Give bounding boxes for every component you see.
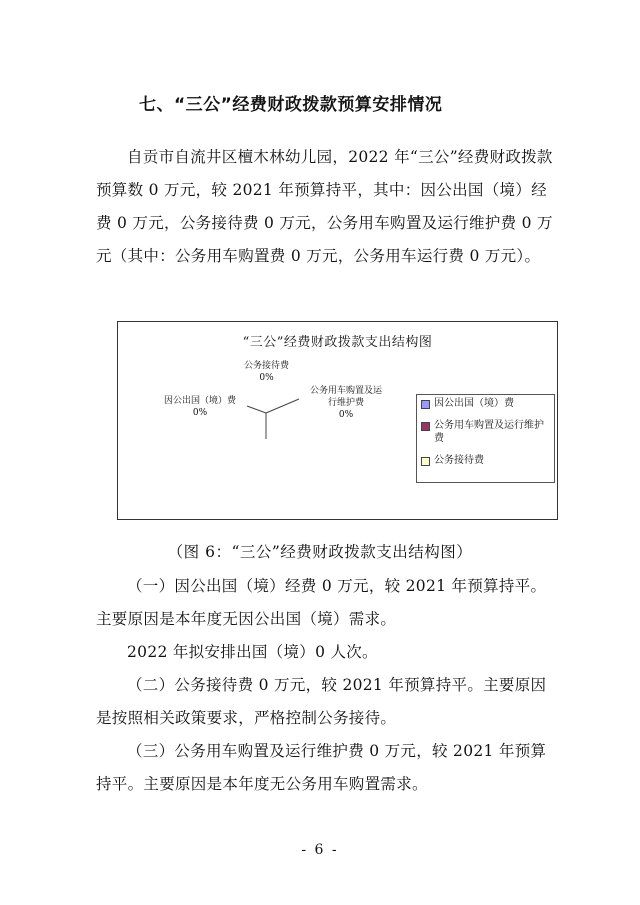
legend-label-abroad: 因公出国（境）费	[434, 398, 514, 409]
legend-item-reception	[421, 454, 550, 467]
legend-swatch-reception	[421, 457, 430, 466]
pie-label-vehicle-line2: 行维护费	[328, 398, 365, 408]
pie-label-abroad-name: 因公出国（境）费	[164, 396, 237, 406]
legend-label-vehicle-line1: 公务用车购置及运行维护	[434, 420, 544, 431]
pie-label-reception-percent: 0%	[259, 373, 274, 383]
pie-label-reception	[244, 360, 289, 384]
chart-legend	[416, 394, 555, 483]
leader-line-abroad	[247, 406, 266, 413]
legend-label-reception: 公务接待费	[434, 455, 484, 466]
pie-label-vehicle	[310, 385, 382, 421]
section-abroad-trips: 2022 年拟安排出国（境）0 人次。	[127, 643, 378, 661]
leader-line-vehicle	[266, 399, 299, 413]
legend-swatch-abroad	[421, 400, 430, 409]
pie-label-reception-name: 公务接待费	[244, 361, 290, 371]
figure-caption: （图 6：“三公”经费财政拨款支出结构图）	[167, 543, 473, 561]
page-number: - 6 -	[301, 842, 339, 858]
intro-paragraph: 自贡市自流井区檀木林幼儿园，2022 年“三公”经费财政拨款预算数 0 万元，较 2021 年预算持平，其中：因公出国（境）经费 0 万元，公务接待费 0 万元，公务用车购置及运行维护费 0 万元（其中：公务用车购置费 0 万元，公务用车运行费 0 万元）。	[96, 148, 553, 265]
section-reception: （二）公务接待费 0 万元，较 2021 年预算持平。主要原因是按照相关政策要求，严格控制公务接待。	[96, 676, 547, 727]
pie-label-vehicle-line1: 公务用车购置及运	[310, 386, 383, 396]
section-vehicle: （三）公务用车购置及运行维护费 0 万元，较 2021 年预算持平。主要原因是本年度无公务用车购置需求。	[96, 742, 547, 793]
legend-label-vehicle	[434, 419, 544, 445]
section-abroad: （一）因公出国（境）经费 0 万元，较 2021 年预算持平。主要原因是本年度无因公出国（境）需求。	[96, 577, 547, 628]
legend-item-vehicle	[421, 419, 550, 445]
pie-label-abroad	[164, 395, 236, 419]
chart-title: “三公”经费财政拨款支出结构图	[242, 335, 433, 350]
section-title: 七、“三公”经费财政拨款预算安排情况	[139, 95, 443, 115]
pie-chart	[117, 321, 558, 520]
pie-label-vehicle-percent: 0%	[338, 410, 354, 420]
legend-swatch-vehicle	[421, 422, 430, 431]
legend-label-vehicle-line2: 费	[434, 433, 444, 444]
legend-item-abroad	[421, 397, 550, 410]
pie-label-abroad-percent: 0%	[192, 408, 208, 418]
